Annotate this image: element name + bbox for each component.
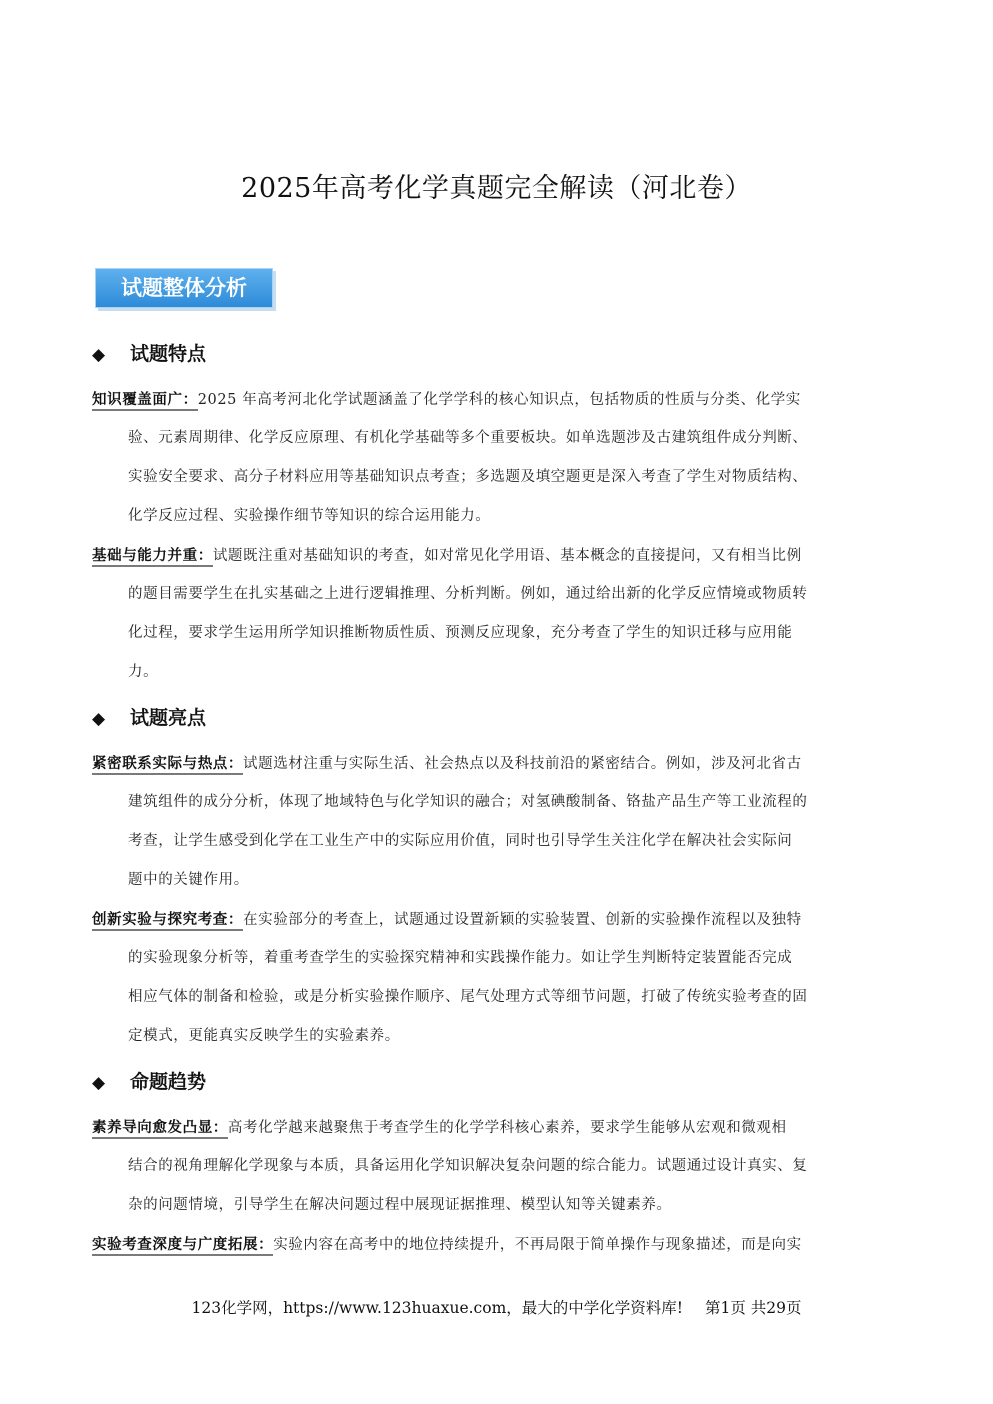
footer-site-text: 123化学网，https://www.123huaxue.com，最大的中学化学资料库! [191, 1299, 683, 1317]
paragraph-line: 在实验部分的考查上，试题通过设置新颖的实验装置、创新的实验操作流程以及独特 [243, 912, 802, 928]
paragraph-line: 化过程，要求学生运用所学知识推断物质性质、预测反应现象，充分考查了学生的知识迁移与应用能 [128, 625, 793, 641]
subheading-features [92, 340, 206, 368]
paragraph-line: 试题既注重对基础知识的考查，如对常见化学用语、基本概念的直接提问，又有相当比例 [212, 548, 802, 564]
paragraph-line: 的实验现象分析等，着重考查学生的实验探究精神和实践操作能力。如让学生判断特定装置能否完成 [128, 950, 793, 966]
paragraph-line: 结合的视角理解化学现象与本质，具备运用化学知识解决复杂问题的综合能力。试题通过设计真实、复 [128, 1158, 808, 1174]
paragraph-line: 实验内容在高考中的地位持续提升，不再局限于简单操作与现象描述，而是向实 [273, 1237, 802, 1253]
paragraph-line: 定模式，更能真实反映学生的实验素养。 [128, 1028, 400, 1044]
section-banner: 试题整体分析 [95, 268, 273, 308]
diamond-bullet-icon: ◆ [92, 709, 106, 729]
paragraph-term: 基础与能力并重： [92, 547, 213, 567]
paragraph-basics-and-ability [92, 536, 907, 692]
paragraph-line: 相应气体的制备和检验，或是分析实验操作顺序、尾气处理方式等细节问题，打破了传统实验考查的固 [128, 989, 808, 1005]
paragraph-line: 实验安全要求、高分子材料应用等基础知识点考查；多选题及填空题更是深入考查了学生对物质结构、 [128, 469, 808, 485]
paragraph-line: 2025 年高考河北化学试题涵盖了化学学科的核心知识点，包括物质的性质与分类、化学实 [197, 392, 801, 408]
paragraph-term: 创新实验与探究考查： [92, 911, 243, 931]
paragraph-line: 的题目需要学生在扎实基础之上进行逻辑推理、分析判断。例如，通过给出新的化学反应情境或物质转 [128, 586, 808, 602]
paragraph-line: 建筑组件的成分分析，体现了地域特色与化学知识的融合；对氢碘酸制备、铬盐产品生产等工业流程的 [128, 794, 808, 810]
paragraph-experiment-depth [92, 1225, 907, 1264]
paragraph-term: 素养导向愈发凸显： [92, 1119, 228, 1139]
paragraph-innovative-experiments [92, 900, 907, 1056]
paragraph-line: 验、元素周期律、化学反应原理、有机化学基础等多个重要板块。如单选题涉及古建筑组件成分判断、 [128, 430, 808, 446]
paragraph-line: 杂的问题情境，引导学生在解决问题过程中展现证据推理、模型认知等关键素养。 [128, 1197, 672, 1213]
paragraph-literacy-orientation [92, 1108, 907, 1225]
subheading-highlights [92, 704, 206, 732]
paragraph-line: 题中的关键作用。 [128, 872, 249, 888]
diamond-bullet-icon: ◆ [92, 345, 106, 365]
paragraph-term: 实验考查深度与广度拓展： [92, 1236, 273, 1256]
paragraph-line: 力。 [128, 664, 159, 680]
subheading-text: 试题亮点 [130, 707, 207, 729]
diamond-bullet-icon: ◆ [92, 1073, 106, 1093]
subheading-trends [92, 1068, 206, 1096]
paragraph-line: 高考化学越来越聚焦于考查学生的化学学科核心素养，要求学生能够从宏观和微观相 [227, 1120, 787, 1136]
subheading-text: 试题特点 [130, 343, 207, 365]
paragraph-term: 紧密联系实际与热点： [92, 755, 243, 775]
document-title: 2025年高考化学真题完全解读（河北卷） [241, 173, 752, 204]
paragraph-term: 知识覆盖面广： [92, 391, 198, 411]
paragraph-line: 考查，让学生感受到化学在工业生产中的实际应用价值，同时也引导学生关注化学在解决社会实际问 [128, 833, 793, 849]
subheading-text: 命题趋势 [130, 1071, 207, 1093]
paragraph-line: 化学反应过程、实验操作细节等知识的综合运用能力。 [128, 508, 491, 524]
paragraph-real-life-hotspots [92, 744, 907, 900]
footer-page-number: 第1页 共29页 [705, 1299, 802, 1317]
paragraph-knowledge-coverage [92, 380, 907, 536]
paragraph-line: 试题选材注重与实际生活、社会热点以及科技前沿的紧密结合。例如，涉及河北省古 [243, 756, 802, 772]
page-footer [0, 1296, 993, 1318]
